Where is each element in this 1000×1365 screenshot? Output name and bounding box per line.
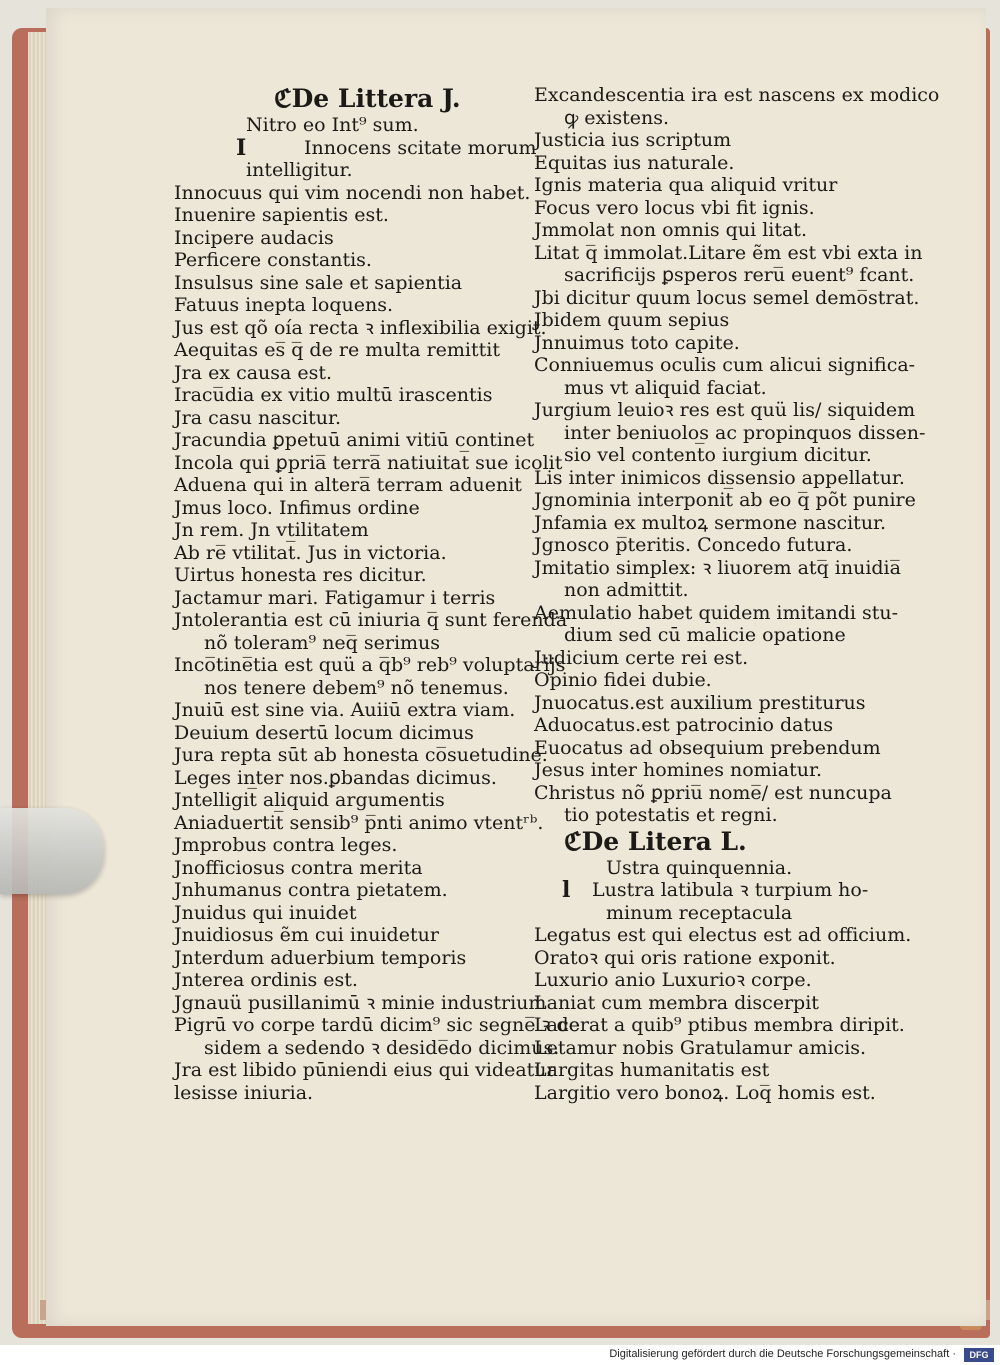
line-text: Jntelligit̅ aliquid argumentis — [174, 789, 445, 811]
line-text: Jgnominia interponit̅ ab eo q̅ põt punire — [534, 489, 916, 511]
text-line — [174, 744, 548, 767]
text-line — [174, 384, 534, 407]
line-text: Jnfamia ex multoꝝ sermone nascitur. — [534, 511, 887, 534]
line-text: Inco̅tine̅tia est quü a q̅b⁹ reb⁹ voluptarijs — [174, 654, 566, 676]
text-line — [174, 134, 537, 161]
line-text: Jnuiū est sine via. Auiiū extra viam. — [174, 699, 516, 721]
text-line — [174, 857, 534, 880]
text-line — [534, 354, 916, 377]
line-text: Jnhumanus contra pietatem. — [174, 879, 448, 901]
text-line — [534, 557, 904, 580]
text-line — [174, 609, 568, 632]
text-line — [534, 1014, 904, 1037]
text-line — [174, 1036, 560, 1060]
text-line — [174, 204, 534, 227]
line-text: Ustra quinquennia. — [606, 856, 793, 879]
text-line — [174, 677, 534, 700]
text-line — [534, 624, 904, 647]
text-line — [534, 174, 904, 197]
line-text: Jurgium leuioꝛ res est quü lis/ siquidem — [534, 399, 916, 421]
text-line — [174, 699, 534, 722]
left-column — [174, 84, 580, 1104]
text-line — [534, 969, 904, 992]
line-text: Innocens scitate morum — [304, 136, 537, 159]
line-text: inter beniuolos ac propinquos dissen- — [564, 421, 926, 444]
line-text: Jracundia ꝑpetuū animi vitiū continet — [174, 429, 535, 451]
line-text: Leges inter nos.ꝑbandas dicimus. — [174, 766, 497, 789]
line-text: Jra est libido pūniendi eius qui videatur — [174, 1059, 556, 1081]
line-text: tio potestatis et regni. — [564, 804, 778, 826]
line-text: Lustra latibula ꝛ turpium ho- — [592, 879, 869, 901]
line-text: Jactamur mari. Fatigamur i terris — [174, 586, 496, 609]
line-text: Aemulatio habet quidem imitandi stu- — [534, 601, 899, 624]
line-text: Jesus inter homines nomiatur. — [534, 759, 822, 781]
line-text: dium sed cū malicie opatione — [564, 624, 846, 646]
text-line — [174, 924, 534, 947]
text-line — [174, 811, 544, 835]
line-text: Aniaduertit̅ sensib⁹ p̅nti animo vtentʳᵇ. — [174, 811, 544, 834]
line-text: nos tenere debem⁹ nõ tenemus. — [204, 676, 509, 699]
line-text: Jnuocatus.est auxilium prestiturus — [534, 691, 866, 714]
line-text: Legatus est qui electus est ad officium. — [534, 924, 912, 946]
line-text: Jnterea ordinis est. — [174, 969, 358, 991]
line-text: Laniat cum membra discerpit — [534, 991, 819, 1014]
text-line — [174, 879, 534, 902]
initial-letter: I — [236, 134, 247, 161]
line-text: Luxurio anio Luxurioꝛ corpe. — [534, 969, 812, 991]
line-text: Nitro eo Int⁹ sum. — [246, 114, 419, 136]
text-line — [534, 489, 916, 512]
text-line — [534, 992, 904, 1015]
text-line — [174, 451, 563, 475]
line-text: Fatuus inepta loquens. — [174, 294, 394, 316]
line-text: sio vel content̅o iurgium dicitur. — [564, 444, 872, 466]
line-text: Jra ex causa est. — [174, 361, 333, 384]
pilcrow-icon: ℭ — [564, 826, 582, 856]
heading-text: De Litera L. — [581, 826, 747, 856]
text-line — [534, 602, 904, 625]
text-line — [174, 991, 547, 1015]
text-line — [534, 647, 904, 670]
line-text: Insulsus sine sale et sapientia — [174, 271, 463, 294]
text-line — [534, 579, 904, 602]
page-clip — [0, 808, 104, 894]
text-line — [534, 714, 904, 737]
line-text: Excandescentia ira est nascens ex modico — [534, 84, 940, 106]
text-line — [174, 722, 534, 745]
text-line — [534, 107, 904, 130]
right-column — [534, 84, 940, 1104]
text-line — [174, 902, 534, 925]
text-line — [534, 129, 904, 152]
text-line — [534, 219, 904, 242]
text-line — [174, 1014, 580, 1037]
text-line — [534, 241, 923, 265]
line-text: Largitio vero bonoꝝ. Loq̅ homis est. — [534, 1081, 876, 1104]
line-text: ꝙ existens. — [564, 106, 670, 129]
text-line — [174, 182, 534, 205]
line-text: nõ toleram⁹ neq̅ serimus — [204, 631, 441, 654]
text-line — [534, 669, 904, 692]
line-text: intelligitur. — [246, 159, 353, 181]
line-text: Jnofficiosus contra merita — [174, 856, 423, 879]
text-line — [534, 902, 904, 925]
text-line — [174, 947, 534, 970]
line-text: Iracu̅dia ex vitio multū irascentis — [174, 384, 493, 406]
text-line — [174, 316, 547, 340]
line-text: Jmus loco. Infimus ordine — [174, 496, 420, 519]
line-text: Jmprobus contra leges. — [174, 834, 398, 856]
text-line — [534, 197, 904, 220]
text-line — [174, 834, 534, 857]
line-text: Conniuemus oculis cum alicui significa- — [534, 354, 916, 376]
line-text: sacrificijs ꝑsperos reru̅ euent⁹ fcant. — [564, 264, 915, 286]
text-line — [534, 512, 904, 535]
text-line — [174, 632, 534, 655]
footer-credit: Digitalisierung gefördert durch die Deutsche Forschungsgemeinschaft · — [609, 1348, 956, 1360]
line-text: Uirtus honesta res dicitur. — [174, 564, 427, 586]
text-line — [174, 249, 534, 272]
text-line — [534, 759, 904, 782]
line-text: Incola qui ꝑpria̅ terra̅ natiuitat̅ sue icolit — [174, 451, 563, 474]
line-text: Christus nõ ꝑpriu̅ nome̅/ est nuncupa — [534, 781, 892, 804]
line-text: Ignis materia qua aliquid vritur — [534, 174, 838, 196]
text-line — [174, 1082, 534, 1105]
pilcrow-icon: ℭ — [274, 84, 292, 113]
line-text: Jura repta sūt ab honesta co̅suetudine. — [174, 744, 548, 766]
line-text: Perficere constantis. — [174, 249, 372, 271]
line-text: Jgnauü pusillanimū ꝛ minie industrium — [174, 991, 547, 1014]
text-line — [174, 587, 534, 610]
line-text: Jntolerantia est cū iniuria q̅ sunt ferenda — [174, 609, 568, 631]
line-text: Jbi dicitur quum locus semel demo̅strat. — [534, 286, 920, 309]
section-heading-l — [534, 827, 904, 857]
text-line — [174, 654, 566, 677]
line-text: Largitas humanitatis est — [534, 1059, 770, 1081]
text-line — [534, 421, 926, 445]
text-line — [534, 286, 920, 310]
text-line — [534, 879, 904, 902]
line-text: Jmmolat non omnis qui litat. — [534, 219, 807, 241]
text-line — [174, 272, 534, 295]
text-line — [174, 542, 534, 565]
text-line — [534, 152, 904, 175]
line-text: Incipere audacis — [174, 226, 334, 249]
text-line — [174, 114, 534, 137]
line-text: Jgnosco p̅teritis. Concedo futura. — [534, 534, 853, 556]
line-text: minum receptacula — [606, 901, 793, 924]
text-line — [174, 564, 534, 587]
line-text: Aequitas es̅ q̅ de re multa remittit — [174, 339, 500, 361]
line-text: Jn rem. Jn vtilitatem — [174, 519, 369, 541]
line-text: Lis inter inimicos dissensio appellatur. — [534, 466, 905, 489]
line-text: Ab re̅ vtilitat̅. Jus in victoria. — [174, 541, 447, 564]
text-line — [174, 362, 534, 385]
text-line — [534, 692, 904, 715]
line-text: Deuium desertū locum dicimus — [174, 721, 474, 744]
text-line — [174, 474, 534, 497]
line-text: sidem a sedendo ꝛ deside̅do dicimus. — [204, 1036, 560, 1059]
line-text: Inuenire sapientis est. — [174, 204, 389, 226]
line-text: Jus est qõ oía recta ꝛ inflexibilia exigit. — [174, 316, 547, 339]
line-text: Jnuidus qui inuidet — [174, 901, 357, 924]
text-line — [174, 227, 534, 250]
text-line — [534, 467, 904, 490]
line-text: Litat q̅ immolat.Litare ẽm est vbi exta in — [534, 241, 923, 264]
text-line — [534, 782, 904, 805]
initial-letter: l — [562, 877, 571, 903]
line-text: Jnnuimus toto capite. — [534, 331, 740, 354]
line-text: Jnuidiosus ẽm cui inuidetur — [174, 924, 439, 946]
text-line — [534, 804, 904, 827]
line-text: Euocatus ad obsequium prebendum — [534, 736, 881, 759]
line-text: Jra casu nascitur. — [174, 406, 342, 429]
text-line — [534, 924, 912, 947]
text-line — [534, 857, 904, 880]
line-text: mus vt aliquid faciat. — [564, 376, 767, 399]
line-text: Jmitatio simplex: ꝛ liuorem atq̅ inuidia̅ — [534, 556, 901, 579]
line-text: Justicia ius scriptum — [534, 129, 732, 151]
line-text: Letamur nobis Gratulamur amicis. — [534, 1036, 867, 1059]
line-text: Equitas ius naturale. — [534, 151, 735, 174]
line-text: Pigrū vo corpe tardū dicim⁹ sic segne̅ ꝛ de — [174, 1014, 580, 1036]
text-line — [534, 947, 904, 970]
text-line — [534, 1082, 904, 1105]
line-text: Jnterdum aduerbium temporis — [174, 946, 467, 969]
text-line — [174, 429, 534, 452]
text-line — [174, 159, 534, 182]
line-text: Aduena qui in altera̅ terram aduenit — [174, 474, 522, 496]
text-line — [534, 737, 904, 760]
text-line — [174, 767, 534, 790]
section-heading-j: ℭDe Littera J. — [274, 84, 461, 113]
text-line — [534, 444, 904, 467]
line-text: Opinio fidei dubie. — [534, 669, 712, 691]
text-line — [534, 534, 904, 557]
text-line — [174, 407, 534, 430]
line-text: Oratoꝛ qui oris ratione exponit. — [534, 946, 836, 969]
line-text: non admittit. — [564, 579, 689, 601]
footer-bar — [0, 1345, 1000, 1365]
line-text: Focus vero locus vbi fit ignis. — [534, 196, 815, 219]
dfg-logo: DFG — [964, 1348, 994, 1362]
text-line — [174, 969, 534, 992]
text-line — [534, 309, 904, 332]
text-line — [534, 1059, 904, 1082]
text-line — [534, 84, 940, 107]
text-line — [534, 1037, 904, 1060]
text-line — [174, 294, 534, 317]
text-line — [534, 332, 904, 355]
text-line — [534, 377, 904, 400]
text-line — [174, 1059, 556, 1082]
line-text: lesisse iniuria. — [174, 1081, 314, 1104]
line-text: Judicium certe rei est. — [534, 646, 749, 669]
line-text: Jbidem quum sepius — [534, 309, 730, 331]
text-line — [174, 519, 534, 542]
text-line — [174, 497, 534, 520]
text-line — [174, 789, 534, 812]
text-line — [534, 264, 915, 287]
line-text: Lacerat a quib⁹ ptibus membra diripit. — [534, 1014, 905, 1036]
line-text: Aduocatus.est patrocinio datus — [534, 714, 834, 736]
text-line — [534, 399, 916, 422]
line-text: Innocuus qui vim nocendi non habet. — [174, 181, 531, 204]
text-line — [174, 339, 534, 362]
